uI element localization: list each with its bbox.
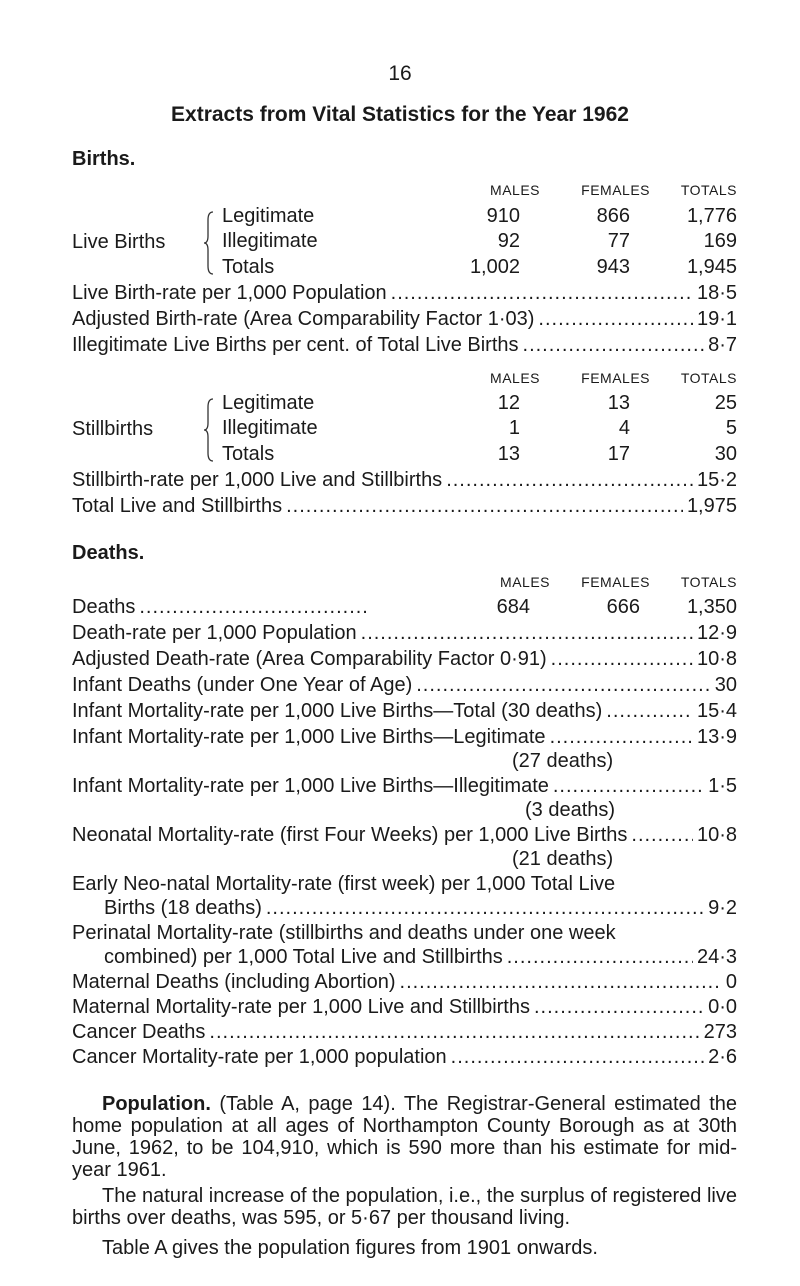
- perinatal-line1: Perinatal Mortality-rate (stillbirths and deaths under one week: [72, 922, 616, 944]
- total-live-still-label: Total Live and Stillbirths: [72, 495, 283, 517]
- perinatal-row: [104, 946, 737, 969]
- illegitimate-percent-label: Illegitimate Live Births per cent. of Total Live Births: [72, 334, 519, 356]
- cancer-mortality-value: 2·6: [708, 1046, 737, 1068]
- population-paragraph: [72, 1093, 737, 1181]
- live-row-totals-males: 1,002: [469, 256, 520, 278]
- illegitimate-percent-row: [72, 334, 737, 357]
- total-live-still-value: 1,975: [686, 495, 737, 517]
- births-heading: Births.: [72, 148, 136, 170]
- still-row-totals-females: 17: [607, 443, 630, 465]
- infant-mortality-legit-value: 13·9: [696, 726, 737, 748]
- live-birth-rate-row: [72, 282, 737, 305]
- still-col-males: MALES: [490, 370, 540, 386]
- deaths-heading: Deaths.: [72, 542, 145, 564]
- maternal-deaths-label: Maternal Deaths (including Abortion): [72, 971, 396, 993]
- population-text: (Table A, page 14). The Registrar-General estimated the home population at all ages of Northampton County Borough as at 30th June, 1962, to be 104,910, which is 590 more than his estimate for mid-year 1961.: [72, 1093, 737, 1181]
- infant-mortality-total-row: [72, 700, 737, 723]
- still-row-illegitimate-totals: 5: [725, 417, 737, 439]
- live-row-illegitimate-totals: 169: [703, 230, 737, 252]
- still-col-totals: TOTALS: [680, 370, 737, 386]
- infant-deaths-value: 30: [714, 674, 737, 696]
- live-row-illegitimate-males: 92: [497, 230, 520, 252]
- neonatal-mortality-note: (21 deaths): [512, 848, 614, 870]
- live-births-brace: [204, 208, 216, 278]
- infant-mortality-total-value: 15·4: [696, 700, 737, 722]
- still-row-totals-totals: 30: [714, 443, 737, 465]
- early-neonatal-row: [104, 897, 737, 920]
- death-rate-row: [72, 622, 737, 645]
- illegitimate-percent-value: 8·7: [708, 334, 737, 356]
- still-row-totals-males: 13: [497, 443, 520, 465]
- page-title: Extracts from Vital Statistics for the Year 1962: [171, 103, 629, 126]
- infant-mortality-legit-label: Infant Mortality-rate per 1,000 Live Births—Legitimate: [72, 726, 546, 748]
- deaths-col-totals: TOTALS: [680, 574, 737, 590]
- infant-mortality-illegit-note: (3 deaths): [525, 799, 616, 821]
- stillbirth-rate-label: Stillbirth-rate per 1,000 Live and Stillbirths: [72, 469, 443, 491]
- total-live-still-row: [72, 495, 737, 518]
- perinatal-value: 24·3: [696, 946, 737, 968]
- stillbirths-label: Stillbirths: [72, 418, 154, 440]
- still-row-legitimate-label: Legitimate: [222, 392, 315, 414]
- cancer-mortality-row: [72, 1046, 737, 1069]
- still-row-illegitimate-label: Illegitimate: [222, 417, 318, 439]
- infant-deaths-row: [72, 674, 737, 697]
- infant-deaths-label: Infant Deaths (under One Year of Age): [72, 674, 413, 696]
- cancer-deaths-value: 273: [703, 1021, 737, 1043]
- births-col-males: MALES: [490, 182, 540, 198]
- live-row-totals-totals: 1,945: [686, 256, 737, 278]
- live-row-illegitimate-label: Illegitimate: [222, 230, 318, 252]
- stillbirths-brace: [204, 395, 216, 465]
- early-neonatal-line1: Early Neo-natal Mortality-rate (first week) per 1,000 Total Live: [72, 873, 616, 895]
- live-row-totals-label: Totals: [222, 256, 275, 278]
- death-rate-value: 12·9: [696, 622, 737, 644]
- still-row-legitimate-females: 13: [607, 392, 630, 414]
- still-row-illegitimate-females: 4: [618, 417, 630, 439]
- early-neonatal-value: 9·2: [708, 897, 737, 919]
- neonatal-mortality-label: Neonatal Mortality-rate (first Four Weeks) per 1,000 Live Births: [72, 824, 628, 846]
- still-row-legitimate-males: 12: [497, 392, 520, 414]
- maternal-mortality-label: Maternal Mortality-rate per 1,000 Live and Stillbirths: [72, 996, 530, 1018]
- death-rate-label: Death-rate per 1,000 Population: [72, 622, 357, 644]
- deaths-col-females: FEMALES: [581, 574, 650, 590]
- adjusted-birth-rate-row: [72, 308, 737, 331]
- cancer-mortality-label: Cancer Mortality-rate per 1,000 population: [72, 1046, 447, 1068]
- deaths-col-males: MALES: [500, 574, 550, 590]
- cancer-deaths-label: Cancer Deaths: [72, 1021, 206, 1043]
- early-neonatal-line2: Births (18 deaths): [104, 897, 262, 919]
- adjusted-birth-rate-label: Adjusted Birth-rate (Area Comparability Factor 1·03): [72, 308, 535, 330]
- births-col-totals: TOTALS: [680, 182, 737, 198]
- infant-mortality-illegit-label: Infant Mortality-rate per 1,000 Live Births—Illegitimate: [72, 775, 549, 797]
- adjusted-death-rate-label: Adjusted Death-rate (Area Comparability Factor 0·91): [72, 648, 547, 670]
- infant-mortality-total-label: Infant Mortality-rate per 1,000 Live Births—Total (30 deaths): [72, 700, 603, 722]
- live-row-illegitimate-females: 77: [607, 230, 630, 252]
- still-row-totals-label: Totals: [222, 443, 275, 465]
- deaths-row-totals: 1,350: [686, 596, 737, 618]
- live-birth-rate-value: 18·5: [696, 282, 737, 304]
- deaths-row-label: Deaths: [72, 596, 136, 618]
- stillbirth-rate-row: [72, 469, 737, 492]
- maternal-mortality-row: [72, 996, 737, 1019]
- infant-mortality-legit-note: (27 deaths): [512, 750, 614, 772]
- neonatal-mortality-row: [72, 824, 737, 847]
- live-row-totals-females: 943: [596, 256, 630, 278]
- natural-increase-paragraph: The natural increase of the population, i.e., the surplus of registered live births over deaths, was 595, or 5·67 per thousand living.: [72, 1185, 737, 1229]
- maternal-deaths-value: 0: [725, 971, 737, 993]
- deaths-row-females: 666: [606, 596, 640, 618]
- live-row-legitimate-males: 910: [486, 205, 520, 227]
- infant-mortality-illegit-row: [72, 775, 737, 798]
- live-birth-rate-label: Live Birth-rate per 1,000 Population: [72, 282, 387, 304]
- table-a-paragraph: Table A gives the population figures from 1901 onwards.: [102, 1237, 598, 1259]
- adjusted-death-rate-value: 10·8: [696, 648, 737, 670]
- maternal-mortality-value: 0·0: [708, 996, 737, 1018]
- population-heading: Population.: [102, 1093, 211, 1115]
- cancer-deaths-row: [72, 1021, 737, 1044]
- deaths-row-males: 684: [496, 596, 530, 618]
- live-births-label: Live Births: [72, 231, 166, 253]
- live-row-legitimate-label: Legitimate: [222, 205, 315, 227]
- stillbirth-rate-value: 15·2: [696, 469, 737, 491]
- neonatal-mortality-value: 10·8: [696, 824, 737, 846]
- still-row-illegitimate-males: 1: [508, 417, 520, 439]
- adjusted-birth-rate-value: 19·1: [696, 308, 737, 330]
- perinatal-line2: combined) per 1,000 Total Live and Stillbirths: [104, 946, 503, 968]
- still-col-females: FEMALES: [581, 370, 650, 386]
- births-col-females: FEMALES: [581, 182, 650, 198]
- maternal-deaths-row: [72, 971, 737, 994]
- live-row-legitimate-totals: 1,776: [686, 205, 737, 227]
- deaths-row: [72, 596, 372, 619]
- live-row-legitimate-females: 866: [596, 205, 630, 227]
- page-number: 16: [388, 62, 412, 85]
- infant-mortality-illegit-value: 1·5: [708, 775, 737, 797]
- infant-mortality-legit-row: [72, 726, 737, 749]
- adjusted-death-rate-row: [72, 648, 737, 671]
- still-row-legitimate-totals: 25: [714, 392, 737, 414]
